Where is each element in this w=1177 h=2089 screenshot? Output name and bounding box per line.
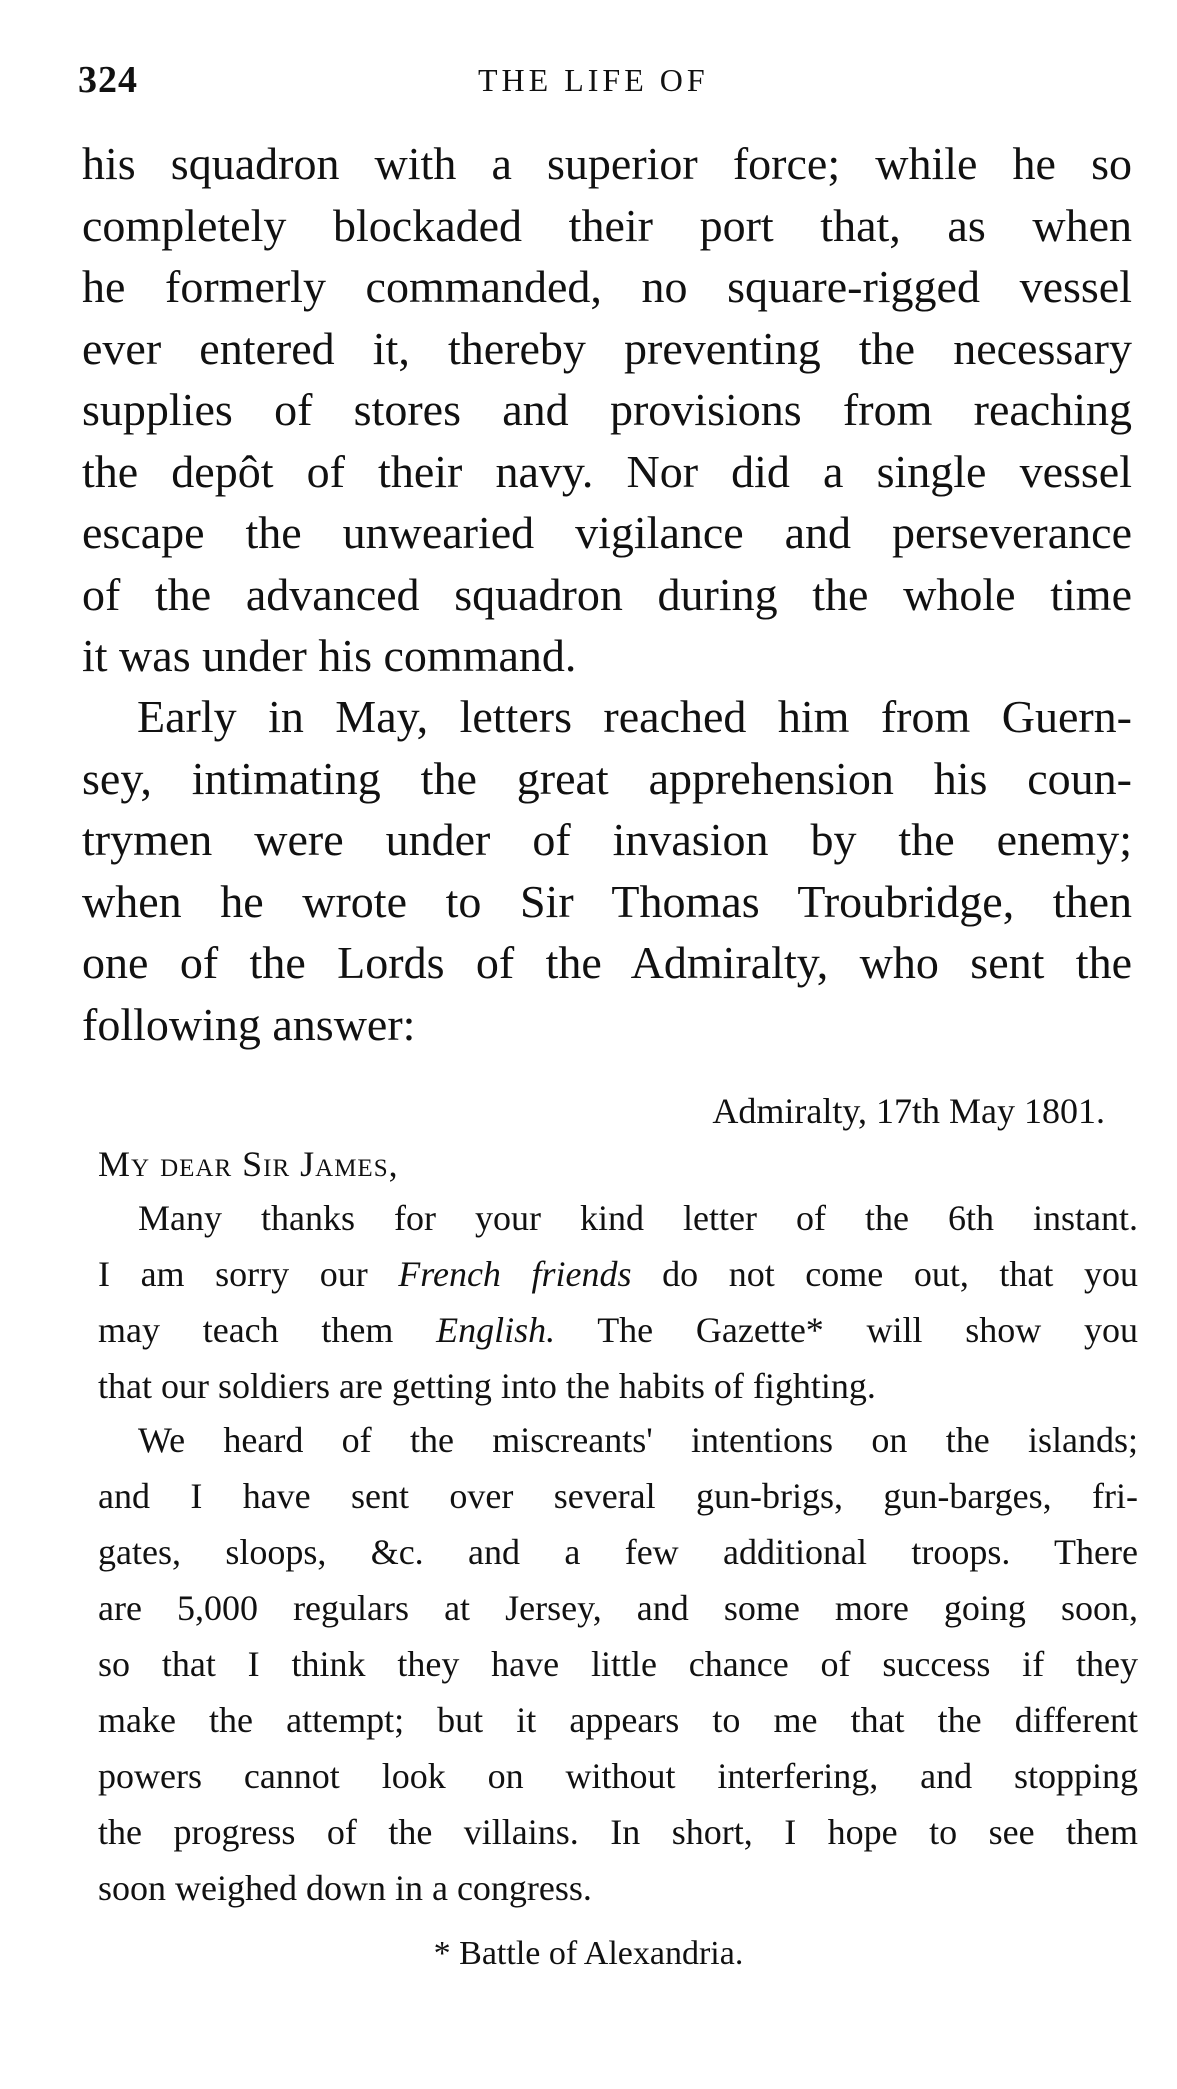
- letter-line: powers cannot look on without interfering, and stopping: [98, 1756, 1138, 1796]
- text-line: trymen were under of invasion by the enemy;: [82, 814, 1132, 865]
- text-line: escape the unwearied vigilance and perseverance: [82, 507, 1132, 558]
- letter-emphasis: French friends: [398, 1254, 632, 1294]
- text-line: following answer:: [82, 998, 416, 1050]
- letter-paragraph: [98, 1412, 1138, 1916]
- letter-dateline: Admiralty, 17th May 1801.: [712, 1091, 1105, 1131]
- running-head: [78, 58, 1136, 108]
- letter-line: [98, 1246, 1138, 1302]
- letter-line: gates, sloops, &c. and a few additional troops. There: [98, 1532, 1138, 1572]
- letter-line: We heard of the miscreants' intentions on the islands;: [138, 1420, 1138, 1460]
- text-line: supplies of stores and provisions from reaching: [82, 384, 1132, 435]
- letter-text: do not come out, that you: [631, 1254, 1138, 1294]
- letter-text: may teach them: [98, 1310, 437, 1350]
- text-line: the depôt of their navy. Nor did a single vessel: [82, 445, 1132, 497]
- letter-line: make the attempt; but it appears to me that the different: [98, 1700, 1138, 1740]
- letter-line: [98, 1302, 1138, 1358]
- letter-line: the progress of the villains. In short, I hope to see them: [98, 1812, 1138, 1852]
- letter-line: and I have sent over several gun-brigs, gun-barges, fri-: [98, 1476, 1138, 1516]
- text-line: he formerly commanded, no square-rigged vessel: [82, 261, 1132, 312]
- letter-text: I am sorry our: [98, 1254, 399, 1294]
- text-line: his squadron with a superior force; while he so: [82, 138, 1132, 189]
- letter-line: soon weighed down in a congress.: [98, 1868, 592, 1908]
- paragraph-continuation: [82, 133, 1132, 687]
- letter-line: that our soldiers are getting into the habits of fighting.: [98, 1366, 876, 1406]
- text-line: Early in May, letters reached him from Guern-: [137, 691, 1132, 742]
- letter-line: so that I think they have little chance of success if they: [98, 1644, 1138, 1684]
- text-line: sey, intimating the great apprehension his coun-: [82, 752, 1132, 804]
- letter-line: are 5,000 regulars at Jersey, and some more going soon,: [98, 1588, 1138, 1628]
- letter-salutation: My dear Sir James,: [98, 1144, 399, 1184]
- text-line: when he wrote to Sir Thomas Troubridge, then: [82, 875, 1132, 927]
- letter-text: The Gazette* will show you: [555, 1310, 1138, 1350]
- page-number: 324: [78, 59, 138, 101]
- letter-emphasis: English.: [436, 1310, 556, 1350]
- letter-paragraph: [98, 1190, 1138, 1414]
- text-line: completely blockaded their port that, as when: [82, 199, 1132, 251]
- text-line: it was under his command.: [82, 630, 577, 681]
- text-line: ever entered it, thereby preventing the necessary: [82, 322, 1132, 374]
- running-title: THE LIFE OF: [478, 62, 709, 98]
- footnote: * Battle of Alexandria.: [433, 1935, 744, 1972]
- text-line: of the advanced squadron during the whole time: [82, 568, 1132, 620]
- text-line: one of the Lords of the Admiralty, who sent the: [82, 937, 1132, 988]
- paragraph-may-letters: [82, 686, 1132, 1055]
- letter-line: Many thanks for your kind letter of the 6th instant.: [138, 1198, 1138, 1238]
